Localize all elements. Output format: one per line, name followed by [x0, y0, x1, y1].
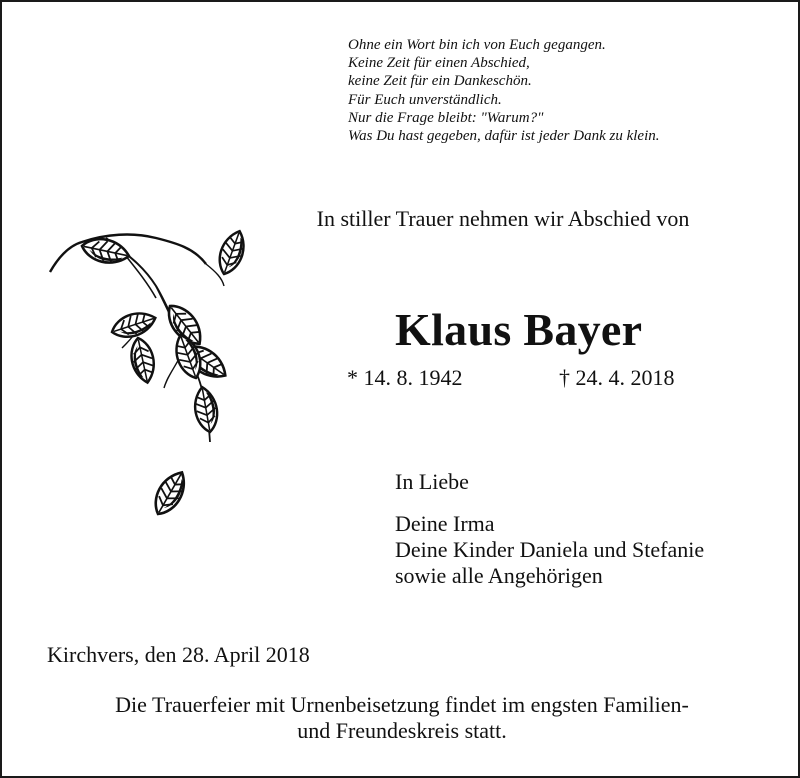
intro-line: In stiller Trauer nehmen wir Abschied von [316, 206, 690, 231]
place-date: Kirchvers, den 28. April 2018 [47, 642, 310, 667]
death-date: † 24. 4. 2018 [559, 365, 675, 390]
poem-line: Nur die Frage bleibt: "Warum?" [348, 109, 544, 126]
poem-line: Keine Zeit für einen Abschied, [348, 55, 530, 72]
deceased-name: Klaus Bayer [395, 304, 643, 355]
funeral-notice [2, 692, 800, 744]
birch-branch-icon [46, 224, 246, 574]
poem-line: keine Zeit für ein Dankeschön. [348, 73, 532, 90]
mourner-line: Deine Irma [395, 511, 495, 536]
poem-line: Ohne ein Wort bin ich von Euch gegangen. [348, 37, 606, 53]
closing-in-love: In Liebe [395, 469, 469, 494]
funeral-notice-line: und Freundeskreis statt. [297, 718, 507, 743]
mourner-line: Deine Kinder Daniela und Stefanie [395, 537, 705, 562]
poem-line: Was Du hast gegeben, dafür ist jeder Dank zu klein. [348, 128, 660, 145]
poem [348, 36, 660, 145]
poem-line: Für Euch unverständlich. [348, 91, 502, 108]
mourner-line: sowie alle Angehörigen [395, 563, 603, 588]
birth-date: * 14. 8. 1942 [347, 365, 463, 390]
funeral-notice-line: Die Trauerfeier mit Urnenbeisetzung findet im engsten Familien- [115, 692, 689, 717]
mourners-list [395, 511, 704, 589]
